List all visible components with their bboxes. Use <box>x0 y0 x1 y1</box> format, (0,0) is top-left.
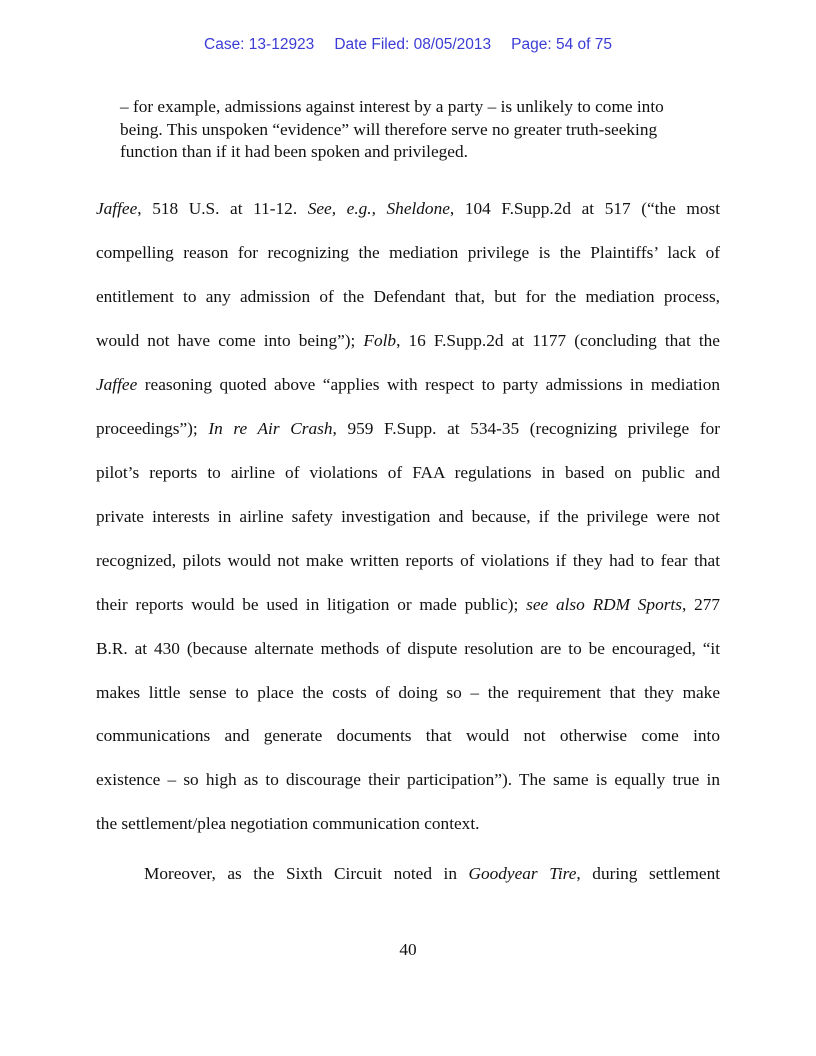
text-segment: the settlement/plea negotiation communication context. <box>96 814 480 833</box>
text-segment: existence – so high as to discourage their participation”). The same is equally true in <box>96 770 720 789</box>
text-segment: recognized, pilots would not make written reports of violations if they had to fear that <box>96 551 720 570</box>
text-segment: , 104 F.Supp.2d at 517 (“the most <box>449 199 720 218</box>
body-line <box>96 550 720 572</box>
body-line <box>144 863 720 885</box>
body-line <box>96 594 720 616</box>
citation-italic: Folb <box>363 331 397 350</box>
text-segment: makes little sense to place the costs of doing so – the requirement that they make <box>96 683 720 702</box>
text-segment: , during settlement <box>576 864 721 883</box>
text-segment: Moreover, as the Sixth Circuit noted in <box>144 864 469 883</box>
body-line <box>96 242 720 264</box>
body-line <box>96 374 720 396</box>
text-segment: reasoning quoted above “applies with respect to party admissions in mediation <box>137 375 720 394</box>
body-line <box>96 638 720 660</box>
body-line <box>96 462 720 484</box>
body-line <box>96 418 720 440</box>
citation-italic: See, e.g., Sheldone <box>307 199 450 218</box>
text-segment: , 518 U.S. at 11-12. <box>137 199 308 218</box>
body-line <box>96 330 720 352</box>
body-line <box>96 198 720 220</box>
quote-line: function than if it had been spoken and privileged. <box>120 142 468 161</box>
text-segment: compelling reason for recognizing the mediation privilege is the Plaintiffs’ lack of <box>96 243 720 262</box>
quote-line: – for example, admissions against interest by a party – is unlikely to come into <box>120 97 664 116</box>
citation-italic: Jaffee <box>96 199 138 218</box>
text-segment: communications and generate documents that would not otherwise come into <box>96 726 720 745</box>
text-segment: B.R. at 430 (because alternate methods of dispute resolution are to be encouraged, “it <box>96 639 720 658</box>
text-segment: , 959 F.Supp. at 534-35 (recognizing privilege for <box>332 419 720 438</box>
case-number: Case: 13-12923 <box>204 36 315 53</box>
citation-italic: In re Air Crash <box>208 419 333 438</box>
body-line <box>96 725 720 747</box>
page-number: 40 <box>399 940 417 959</box>
case-header <box>0 36 816 54</box>
block-quote <box>120 96 700 164</box>
text-segment: would not have come into being”); <box>96 331 364 350</box>
body-line <box>96 506 720 528</box>
page-indicator: Page: 54 of 75 <box>511 36 612 53</box>
body-line <box>96 286 720 308</box>
text-segment: , 16 F.Supp.2d at 1177 (concluding that the <box>396 331 720 350</box>
body-line <box>96 813 720 835</box>
text-segment: , 277 <box>681 595 720 614</box>
body-line <box>96 682 720 704</box>
text-segment: private interests in airline safety investigation and because, if the privilege were not <box>96 507 720 526</box>
citation-italic: see also RDM Sports <box>526 595 682 614</box>
text-segment: proceedings”); <box>96 419 209 438</box>
text-segment: their reports would be used in litigation or made public); <box>96 595 527 614</box>
citation-italic: Goodyear Tire <box>468 864 577 883</box>
date-filed: Date Filed: 08/05/2013 <box>334 36 492 53</box>
text-segment: entitlement to any admission of the Defendant that, but for the mediation process, <box>96 287 720 306</box>
quote-line: being. This unspoken “evidence” will therefore serve no greater truth-seeking <box>120 119 658 139</box>
citation-italic: Jaffee <box>96 375 138 394</box>
body-line <box>96 769 720 791</box>
text-segment: pilot’s reports to airline of violations of FAA regulations in based on public and <box>96 463 720 482</box>
